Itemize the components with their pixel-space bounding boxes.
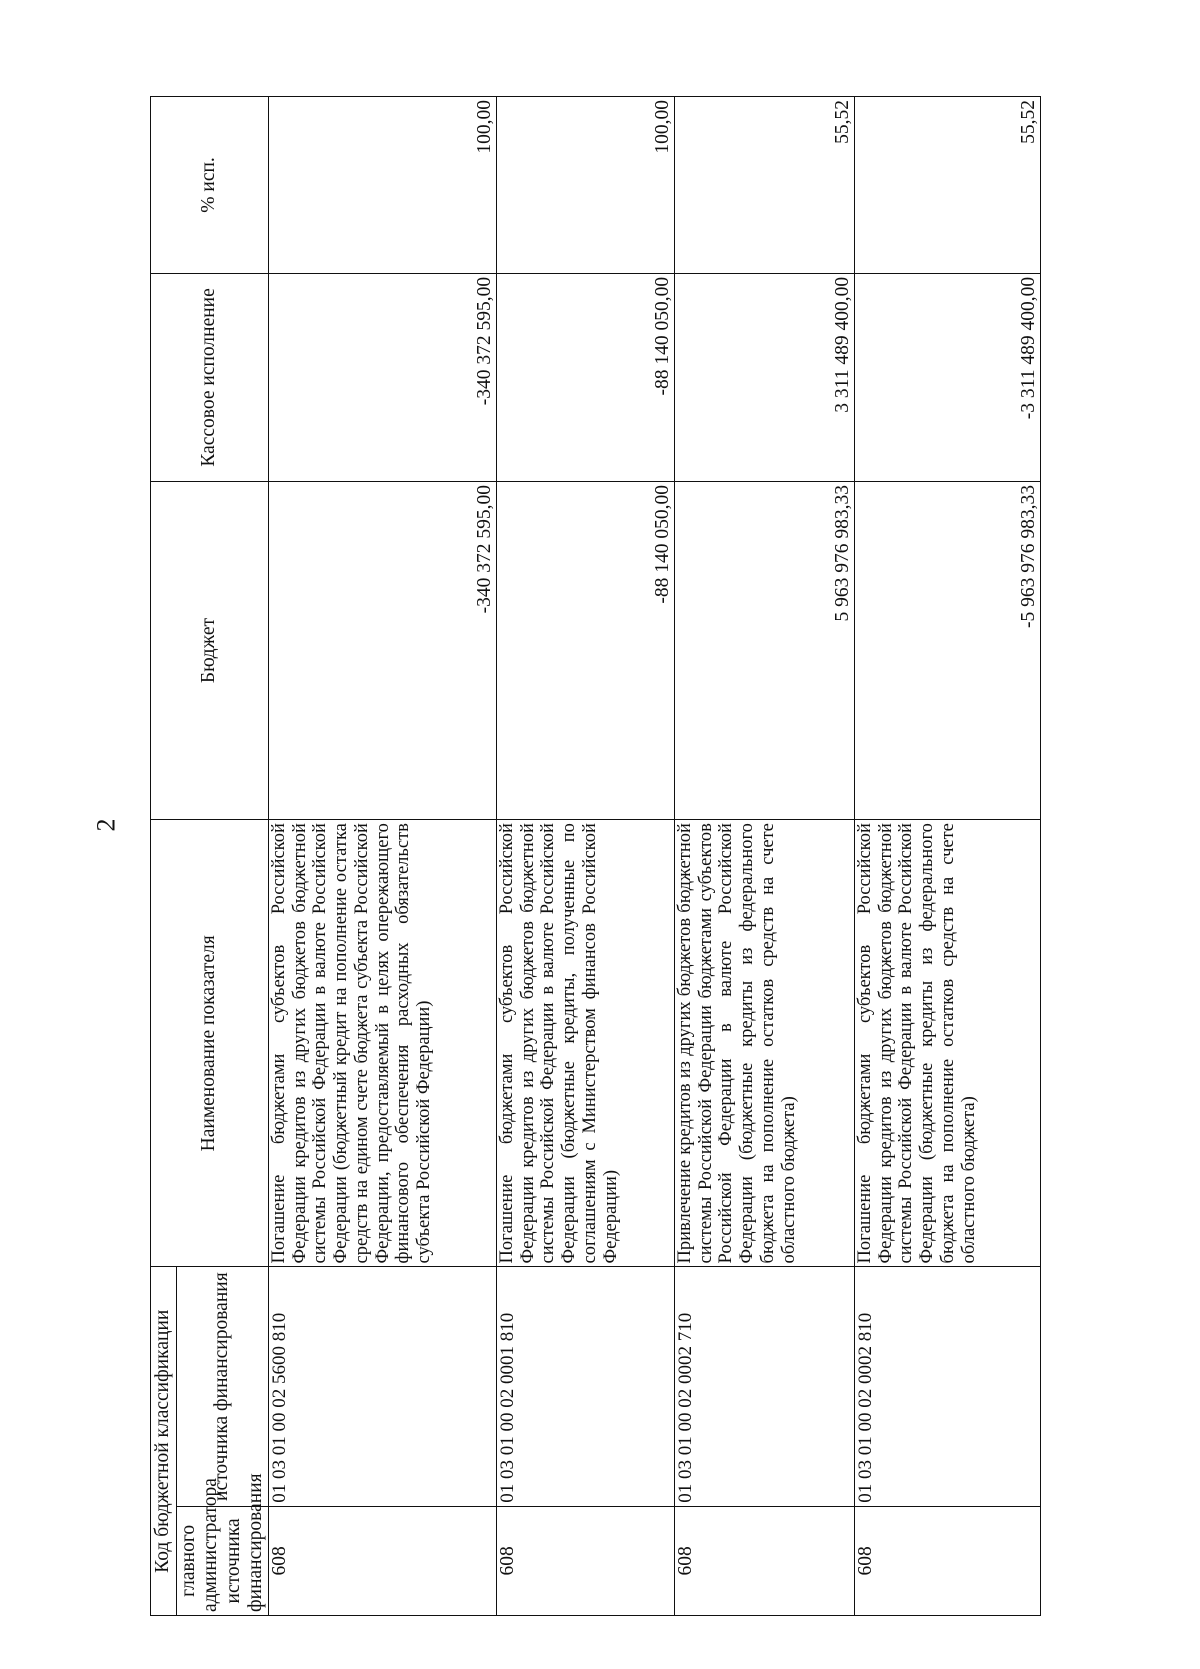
percent-cell: 100,00 — [269, 97, 497, 274]
budget-cell: -340 372 595,00 — [269, 481, 497, 819]
table-row — [269, 97, 497, 1616]
indicator-name-cell: Погашение бюджетами субъектов Российской Федерации кредитов из других бюджетов бюджетной системы Российской Федерации в валюте Российской Федерации (бюджетный кредит на пополнение остатка средств на едином счете бюджета субъекта Российской Федерации, предоставляемый в целях опережающего финансового обеспечения расходных обязательств субъекта Российской Федерации) — [269, 820, 497, 1267]
rotated-page-content — [150, 96, 1040, 1616]
table-row — [497, 97, 675, 1616]
source-code-cell: 01 03 01 00 02 0002 710 — [675, 1267, 855, 1506]
execution-cell: -3 311 489 400,00 — [855, 273, 1041, 481]
budget-cell: -5 963 976 983,33 — [855, 481, 1041, 819]
admin-code-cell: 608 — [497, 1506, 675, 1615]
header-source-code: источника финансирования — [177, 1267, 269, 1506]
header-percent-executed: % исп. — [151, 97, 269, 274]
budget-cell: 5 963 976 983,33 — [675, 481, 855, 819]
percent-cell: 55,52 — [855, 97, 1041, 274]
table-row — [675, 97, 855, 1616]
header-budget: Бюджет — [151, 481, 269, 819]
page-number: 2 — [91, 818, 121, 832]
header-admin-code: главного администратора источника финансирования — [177, 1506, 269, 1615]
execution-cell: 3 311 489 400,00 — [675, 273, 855, 481]
admin-code-cell: 608 — [269, 1506, 497, 1615]
header-indicator-name: Наименование показателя — [151, 820, 269, 1267]
percent-cell: 100,00 — [497, 97, 675, 274]
execution-cell: -88 140 050,00 — [497, 273, 675, 481]
admin-code-cell: 608 — [855, 1506, 1041, 1615]
source-code-cell: 01 03 01 00 02 5600 810 — [269, 1267, 497, 1506]
source-code-cell: 01 03 01 00 02 0002 810 — [855, 1267, 1041, 1506]
execution-cell: -340 372 595,00 — [269, 273, 497, 481]
header-classification-code: Код бюджетной классификации — [151, 1267, 177, 1616]
indicator-name-cell: Погашение бюджетами субъектов Российской Федерации кредитов из других бюджетов бюджетной системы Российской Федерации в валюте Российской Федерации (бюджетные кредиты, полученные по соглашениям с Министерством финансов Российской Федерации) — [497, 820, 675, 1267]
header-cash-execution: Кассовое исполнение — [151, 273, 269, 481]
budget-cell: -88 140 050,00 — [497, 481, 675, 819]
source-code-cell: 01 03 01 00 02 0001 810 — [497, 1267, 675, 1506]
indicator-name-cell: Погашение бюджетами субъектов Российской Федерации кредитов из других бюджетов бюджетной системы Российской Федерации в валюте Российской Федерации (бюджетные кредиты из федерального бюджета на пополнение остатков средств на счете областного бюджета) — [855, 820, 1041, 1267]
admin-code-cell: 608 — [675, 1506, 855, 1615]
percent-cell: 55,52 — [675, 97, 855, 274]
budget-sources-table — [150, 96, 1041, 1616]
table-row — [855, 97, 1041, 1616]
indicator-name-cell: Привлечение кредитов из других бюджетов бюджетной системы Российской Федерации бюджетами субъектов Российской Федерации в валюте Российской Федерации (бюджетные кредиты из федерального бюджета на пополнение остатков средств на счете областного бюджета) — [675, 820, 855, 1267]
